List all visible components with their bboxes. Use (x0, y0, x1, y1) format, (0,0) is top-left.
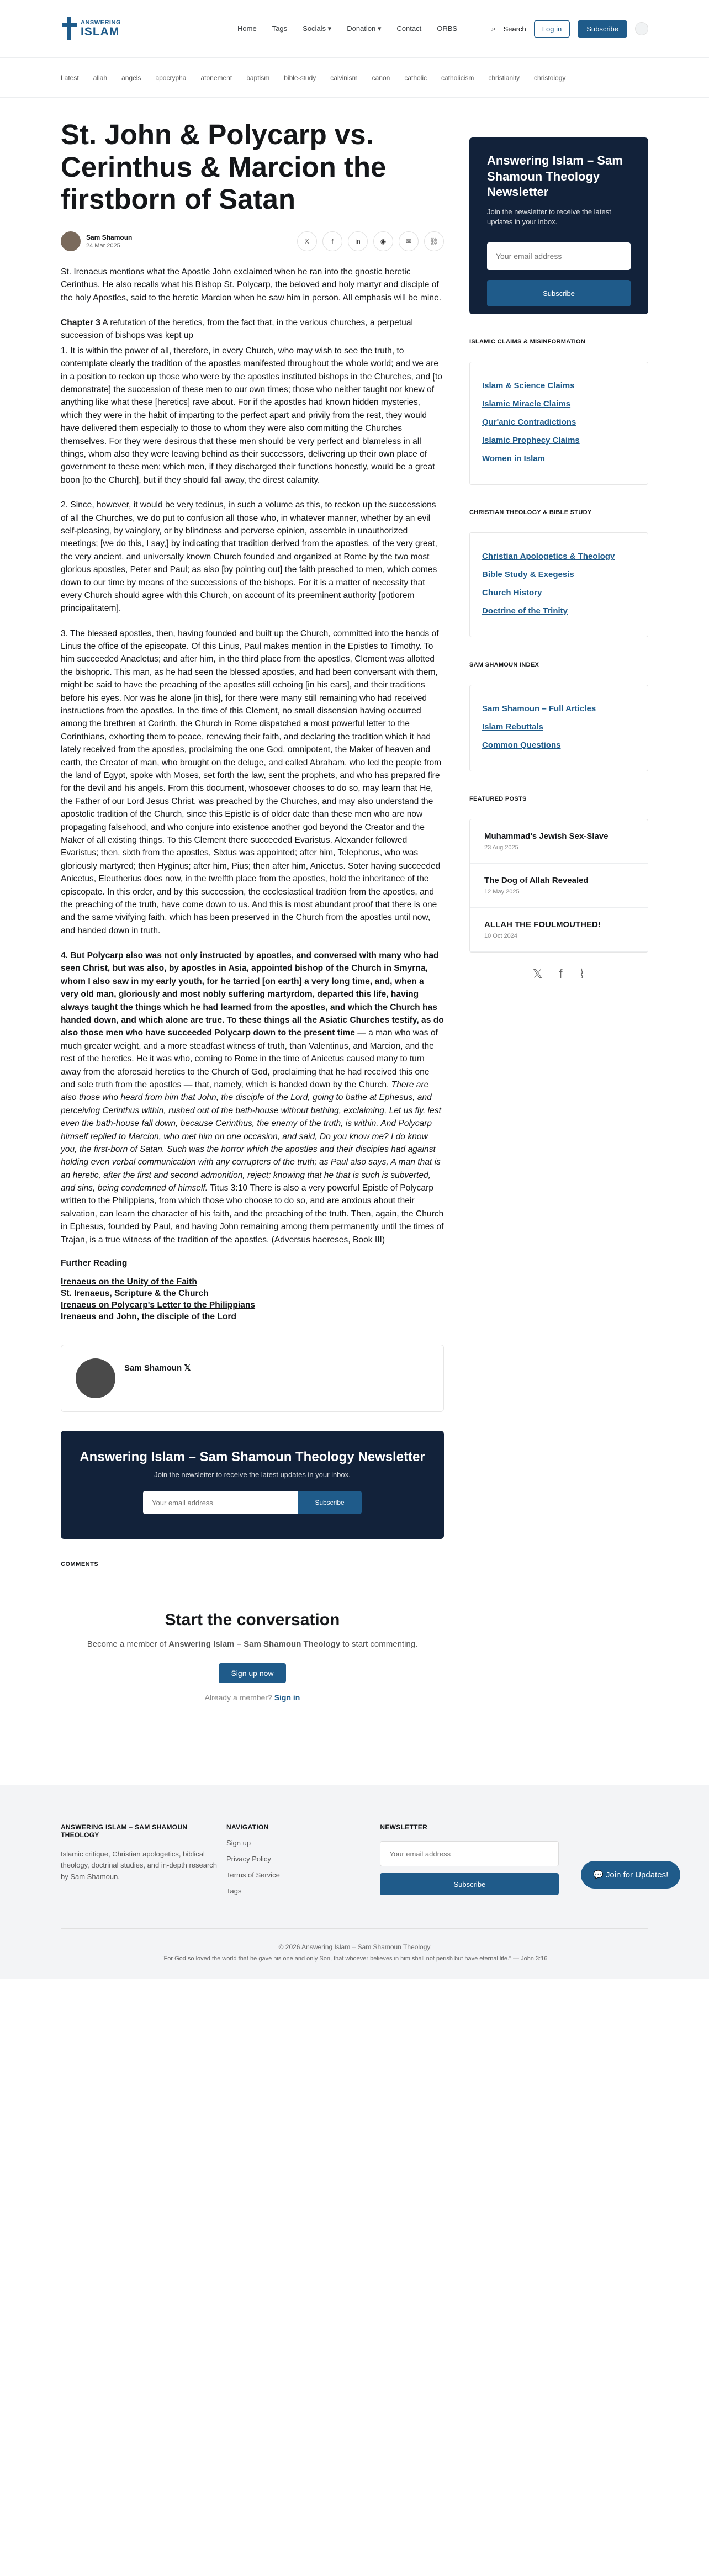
link-share-icon[interactable]: ⛓ (424, 231, 444, 251)
featured-post[interactable] (470, 908, 648, 952)
post-title[interactable]: ALLAH THE FOULMOUTHED! (484, 920, 601, 929)
footer-verse: "For God so loved the world that he gave his one and only Son, that whoever believes in him shall not perish but have eternal life." — John 3:16 (161, 1955, 548, 1963)
sidebar-links-box (469, 532, 648, 637)
sidebar-heading: ISLAMIC CLAIMS & MISINFORMATION (469, 338, 586, 345)
logo-top: ANSWERING (81, 19, 121, 26)
signup-button[interactable]: Sign up now (219, 1663, 285, 1683)
sidebar (469, 98, 648, 1741)
comments-prompt-post: to start commenting. (340, 1639, 418, 1649)
footer-subscribe-button[interactable]: Subscribe (380, 1873, 559, 1895)
footer-link[interactable]: Tags (226, 1887, 242, 1896)
cross-logo-icon (61, 17, 77, 40)
x-share-icon[interactable]: 𝕏 (297, 231, 317, 251)
author-avatar[interactable] (76, 1358, 115, 1398)
paragraph-4 (61, 949, 444, 1246)
comments-section (61, 1561, 444, 1741)
comments-prompt-site: Answering Islam – Sam Shamoun Theology (168, 1639, 341, 1649)
avatar[interactable] (61, 231, 81, 251)
sidebar-newsletter-sub: Join the newsletter to receive the latest updates in your inbox. (487, 207, 611, 226)
tag-item[interactable]: canon (372, 73, 390, 82)
sidebar-links-box (469, 362, 648, 485)
footer-newsletter-heading: NEWSLETTER (380, 1823, 428, 1832)
chapter-text: A refutation of the heretics, from the fact that, in the various churches, a perpetual succession of bishops was kept up (61, 318, 413, 341)
sidebar-newsletter-title: Answering Islam – Sam Shamoun Theology Newsletter (487, 154, 623, 199)
nav-socials[interactable]: Socials ▾ (303, 24, 332, 33)
linkedin-share-icon[interactable]: in (348, 231, 368, 251)
p4-italic: There are also those who heard from him that John, the disciple of the Lord, going to bathe at Ephesus, and perceiving Cerinthus within, rushed out of the bath-house without bathing, exclaiming, Let us fly, lest even the bath-house fall down, because Cerinthus, the enemy of the truth, is within. And Polycarp himself replied to Marcion, who met him on one occasion, and said, Do you know me? I do know you, the first-born of Satan. Such was the horror which the apostles and their disciples had against holding even verbal communication with any corrupters of the truth; as Paul also says, A man that is an heretic, after the first and second admonition, reject; knowing that he that is such is subverted, and sins, being condemned of himself. (61, 1080, 441, 1193)
comments-prompt-pre: Become a member of (87, 1639, 169, 1649)
footer-description: Islamic critique, Christian apologetics, biblical theology, doctrinal studies, and in-depth research by Sam Shamoun. (61, 1850, 218, 1881)
post-date: 12 May 2025 (484, 888, 520, 895)
tag-item[interactable]: christology (534, 73, 566, 82)
social-icons (469, 967, 648, 981)
comments-label: COMMENTS (61, 1561, 99, 1568)
nav-tags[interactable]: Tags (272, 24, 288, 33)
search-icon[interactable]: ⌕ (491, 24, 496, 33)
paragraph-2: 2. Since, however, it would be very tedious, in such a volume as this, to reckon up the successions of all the Churches, we do put to confusion all those who, in whatever manner, whether by an evil self-pleasing, by vainglory, or by blindness and perverse opinion, assemble in unauthorized meetings; [we do this, I say,] by indicating that tradition derived from the apostles, of the very great, the very ancient, and universally known Church founded and organized at Rome by the two most glorious apostles, Peter and Paul; as also [by pointing out] the faith preached to men, which comes down to our time by means of the successions of the bishops. For it is a matter of necessity that every Church should agree with this Church, on account of its preeminent authority [potiorem principalitatem]. (61, 500, 437, 613)
tag-item[interactable]: baptism (246, 73, 270, 82)
paragraph-3: 3. The blessed apostles, then, having founded and built up the Church, committed into the hands of Linus the office of the episcopate. Of this Linus, Paul makes mention in the Epistles to Timothy. To him succeeded Anacletus; and after him, in the third place from the apostles, Clement was allotted the bishopric. This man, as he had seen the blessed apostles, and had been conversant with them, might be said to have the preaching of the apostles still echoing [in his ears], and their traditions before his eyes. Nor was he alone [in this], for there were many still remaining who had received instructions from the apostles. In the time of this Clement, no small dissension having occurred among the brethren at Corinth, the Church in Rome dispatched a most powerful letter to the Corinthians, exhorting them to peace, renewing their faith, and declaring the tradition which it had lately received from the apostles, proclaiming the one God, omnipotent, the Maker of heaven and earth, the Creator of man, who brought on the deluge, and called Abraham, who led the people from the land of Egypt, spoke with Moses, set forth the law, sent the prophets, and who has prepared fire for the devil and his angels. From this document, whosoever chooses to do so, may learn that He, the Father of our Lord Jesus Christ, was preached by the Churches, and may also understand the apostolic tradition of the Church, since this Epistle is of older date than these men who are now propagating falsehood, and who conjure into existence another god beyond the Creator and the Maker of all existing things. To this Clement there succeeded Evaristus. Alexander followed Evaristus; then, sixth from the apostles, Sixtus was appointed; after him, Telephorus, who was gloriously martyred; then Hyginus; after him, Pius; then after him, Anicetus. Soter having succeeded Anicetus, Eleutherius does now, in the twelfth place from the apostles, hold the inheritance of the episcopate. In this order, and by this succession, the ecclesiastical tradition from the apostles, and the preaching of the truth, have come down to us. And this is most abundant proof that there is one and the same vivifying faith, which has been preserved in the Church from the apostles until now, and handed down in truth. (61, 628, 442, 935)
comments-prompt (61, 1638, 444, 1650)
nav-contact[interactable]: Contact (396, 24, 422, 33)
further-reading-links (61, 1276, 444, 1323)
publish-date: 24 Mar 2025 (86, 242, 120, 249)
post-title[interactable]: The Dog of Allah Revealed (484, 876, 589, 885)
post-title[interactable]: Muhammad's Jewish Sex-Slave (484, 832, 609, 841)
nav-home[interactable]: Home (237, 24, 257, 33)
sidebar-link[interactable]: Islamic Prophecy Claims (482, 436, 580, 445)
tag-item[interactable]: catholic (404, 73, 427, 82)
tag-item[interactable]: allah (93, 73, 108, 82)
rss-icon[interactable]: ⌇ (579, 967, 585, 981)
further-link[interactable]: Irenaeus on the Unity of the Faith (61, 1277, 197, 1287)
footer-nav-heading: NAVIGATION (226, 1823, 269, 1832)
share-buttons (297, 231, 444, 251)
copyright: © 2026 Answering Islam – Sam Shamoun Theology (278, 1943, 431, 1951)
x-icon[interactable]: 𝕏 (532, 967, 543, 981)
facebook-icon[interactable]: f (559, 967, 563, 981)
tag-item[interactable]: apocrypha (155, 73, 187, 82)
theme-toggle-icon[interactable] (635, 22, 648, 35)
further-link[interactable]: Irenaeus on Polycarp's Letter to the Philippians (61, 1300, 256, 1310)
reddit-share-icon[interactable]: ◉ (373, 231, 393, 251)
newsletter-subtitle: Join the newsletter to receive the latest updates in your inbox. (154, 1471, 351, 1479)
footer-brand: ANSWERING ISLAM – SAM SHAMOUN THEOLOGY (61, 1823, 188, 1839)
article-meta (61, 231, 444, 251)
chapter-label[interactable]: Chapter 3 (61, 318, 100, 328)
tag-item[interactable]: atonement (200, 73, 232, 82)
p4-bold: 4. But Polycarp also was not only instructed by apostles, and conversed with many who had seen Christ, but was also, by apostles in Asia, appointed bishop of the Church in Smyrna, whom I also saw in my early youth, for he tarried [on earth] a very long time, and, when a very old man, gloriously and most nobly suffering martyrdom, departed this life, having always taught the things which he had learned from the apostles, and which the Church has handed down, and which alone are true. To these things all the Asiatic Churches testify, as do also those men who have succeeded Polycarp down to the present time (61, 951, 444, 1038)
join-updates-button[interactable]: 💬 Join for Updates! (581, 1861, 680, 1889)
sidebar-link[interactable]: Qur'anic Contradictions (482, 417, 576, 427)
p4-end: Titus 3:10 There is also a very powerful Epistle of Polycarp written to the Philippians, from which those who choose to do so, and are anxious about their salvation, can learn the character of his faith, and the preaching of the truth. Then, again, the Church in Ephesus, founded by Paul, and having John remaining among them permanently until the times of Trajan, is a true witness of the tradition of the apostles. (Adversus haereses, Book III) (61, 1183, 444, 1245)
sidebar-email-input[interactable] (487, 242, 631, 270)
member-line (61, 1693, 444, 1702)
further-link[interactable]: Irenaeus and John, the disciple of the Lord (61, 1312, 236, 1322)
newsletter-title: Answering Islam – Sam Shamoun Theology Newsletter (80, 1450, 425, 1465)
nav-orbs[interactable]: ORBS (437, 24, 458, 33)
further-link[interactable]: St. Irenaeus, Scripture & the Church (61, 1289, 209, 1299)
article-body (61, 266, 444, 1246)
newsletter-email-input[interactable] (143, 1491, 298, 1514)
sidebar-link[interactable]: Common Questions (482, 740, 561, 750)
tag-item[interactable]: bible-study (284, 73, 316, 82)
sidebar-link[interactable]: Islam Rebuttals (482, 722, 543, 732)
footer-link[interactable]: Sign up (226, 1839, 251, 1848)
featured-posts (469, 819, 648, 953)
search-link[interactable]: Search (503, 24, 526, 33)
footer-link[interactable]: Privacy Policy (226, 1855, 271, 1864)
sidebar-link[interactable]: Church History (482, 588, 542, 597)
post-date: 10 Oct 2024 (484, 933, 517, 939)
facebook-share-icon[interactable]: f (322, 231, 342, 251)
sidebar-link[interactable]: Sam Shamoun – Full Articles (482, 704, 596, 713)
sidebar-newsletter (469, 137, 648, 314)
main-nav (237, 24, 457, 33)
site-logo[interactable] (61, 17, 166, 40)
chapter-heading (61, 316, 444, 342)
article-column (61, 98, 444, 1741)
p4-plain: — a man who was of much greater weight, and a more steadfast witness of truth, than Valentinus, and Marcion, and the rest of the heretics. He it was who, coming to Rome in the time of Anicetus caused many to turn away from the aforesaid heretics to the Church of God, proclaiming that he had received this one and sole truth from the apostles — that, namely, which is handed down by the Church. (61, 1028, 438, 1089)
author-card (61, 1345, 444, 1412)
sidebar-heading: FEATURED POSTS (469, 796, 527, 802)
member-text: Already a member? (204, 1693, 274, 1702)
paragraph-1: 1. It is within the power of all, therefore, in every Church, who may wish to see the truth, to contemplate clearly the tradition of the apostles manifested throughout the whole world; and we are in a position to reckon up those who were by the apostles instituted bishops in the Churches, and [to demonstrate] the succession of these men to our own times; those who neither taught nor knew of anything like what these [heretics] rave about. For if the apostles had known hidden mysteries, which they were in the habit of imparting to the perfect apart and privily from the rest, they would have delivered them especially to those to whom they were also committing the Churches themselves. For they were desirous that these men should be very perfect and blameless in all things, whom also they were leaving behind as their successors, delivering up their own place of government to these men; which men, if they discharged their functions honestly, would be a great boon [to the Church], but if they should fall away, the direst calamity. (61, 346, 442, 485)
signin-link[interactable]: Sign in (274, 1693, 300, 1702)
featured-post[interactable] (470, 819, 648, 864)
article-title: St. John & Polycarp vs. Cerinthus & Marcion the firstborn of Satan (61, 119, 387, 215)
sidebar-links-box (469, 685, 648, 771)
footer-link[interactable]: Terms of Service (226, 1871, 280, 1880)
tag-item[interactable]: christianity (488, 73, 520, 82)
site-header (0, 0, 709, 58)
login-button[interactable]: Log in (534, 20, 570, 38)
sidebar-heading: SAM SHAMOUN INDEX (469, 662, 539, 668)
sidebar-link[interactable]: Islamic Miracle Claims (482, 399, 571, 409)
further-reading-heading: Further Reading (61, 1258, 128, 1268)
intro-paragraph: St. Irenaeus mentions what the Apostle John exclaimed when he ran into the gnostic heretic Cerinthus. He also recalls what his Bishop St. Polycarp, the beloved and holy martyr and disciple of the holy Apostles, said to the heretic Marcion when he saw him in person. All emphasis will be mine. (61, 267, 442, 303)
footer-email-input[interactable] (380, 1841, 559, 1866)
featured-post[interactable] (470, 864, 648, 908)
logo-bottom: ISLAM (81, 25, 120, 38)
tag-bar (0, 58, 709, 98)
comments-title: Start the conversation (165, 1611, 340, 1630)
author-name[interactable]: Sam Shamoun (86, 233, 133, 241)
sidebar-subscribe-button[interactable]: Subscribe (487, 280, 631, 306)
sidebar-link[interactable]: Bible Study & Exegesis (482, 570, 574, 579)
nav-donation[interactable]: Donation ▾ (347, 24, 382, 33)
sidebar-link[interactable]: Islam & Science Claims (482, 381, 575, 390)
sidebar-heading: CHRISTIAN THEOLOGY & BIBLE STUDY (469, 509, 592, 516)
subscribe-button[interactable]: Subscribe (578, 20, 627, 38)
post-date: 23 Aug 2025 (484, 844, 518, 851)
email-share-icon[interactable]: ✉ (399, 231, 419, 251)
author-card-name[interactable]: Sam Shamoun 𝕏 (124, 1363, 191, 1373)
tag-item[interactable]: catholicism (441, 73, 474, 82)
tag-item[interactable]: Latest (61, 73, 79, 82)
tag-item[interactable]: angels (121, 73, 141, 82)
sidebar-link[interactable]: Christian Apologetics & Theology (482, 552, 615, 561)
newsletter-subscribe-button[interactable]: Subscribe (298, 1491, 362, 1514)
sidebar-link[interactable]: Women in Islam (482, 454, 545, 463)
newsletter-box (61, 1431, 444, 1539)
tag-item[interactable]: calvinism (330, 73, 358, 82)
sidebar-link[interactable]: Doctrine of the Trinity (482, 606, 568, 616)
